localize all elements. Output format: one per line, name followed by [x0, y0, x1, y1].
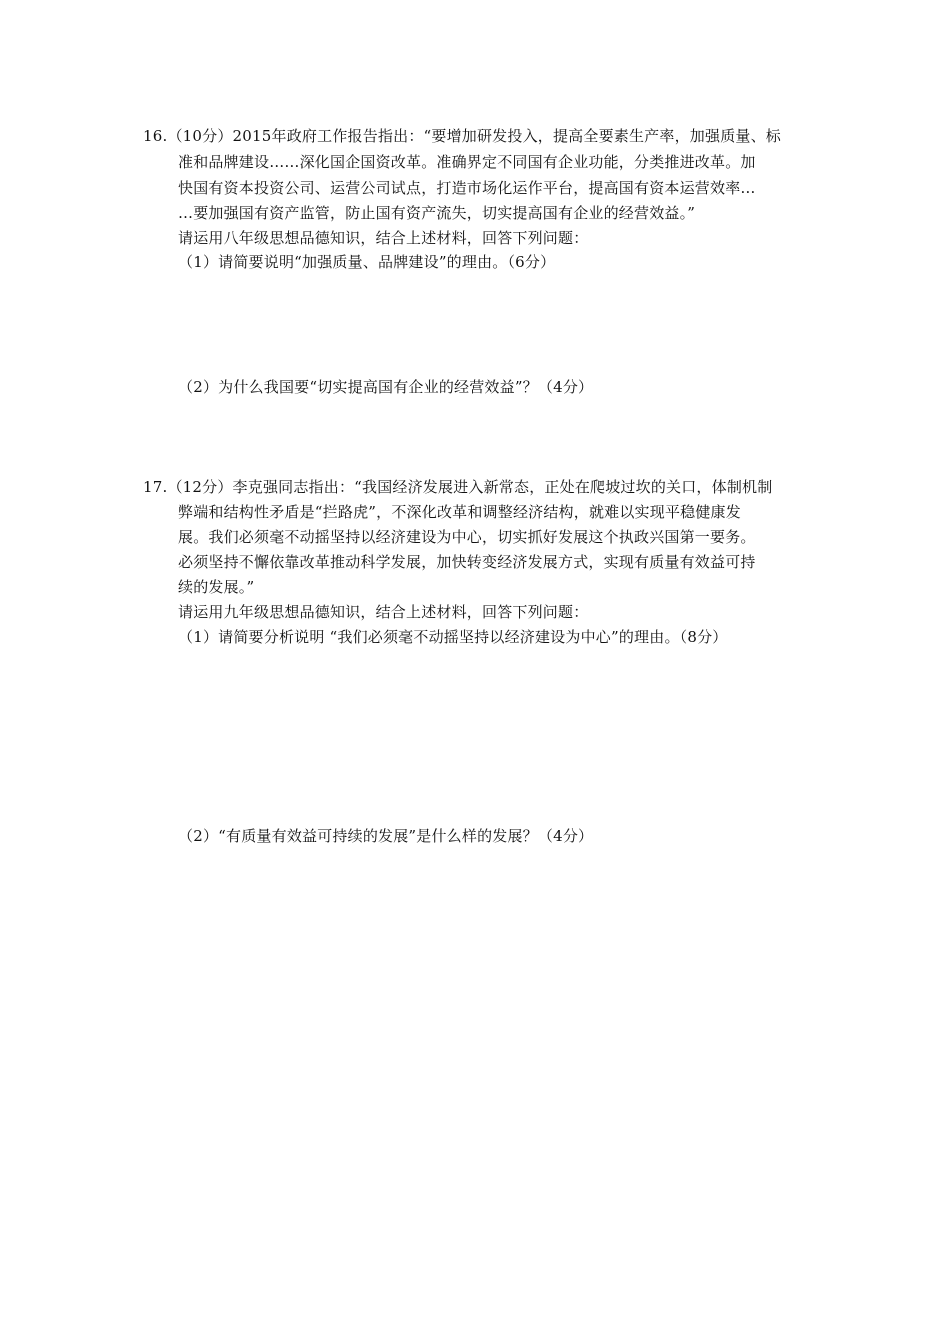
q16-subquestion-1: （1）请简要说明“加强质量、品牌建设”的理由。（6分） — [178, 253, 556, 271]
q17-stem-line-2: 弊端和结构性矛盾是“拦路虎”，不深化改革和调整经济结构，就难以实现平稳健康发 — [178, 503, 741, 521]
q16-stem-line-1: 16.（10分）2015年政府工作报告指出：“要增加研发投入，提高全要素生产率，加强质量、标 — [143, 127, 781, 145]
q16-subquestion-2: （2）为什么我国要“切实提高国有企业的经营效益”？（4分） — [178, 378, 594, 396]
q17-stem-line-1: 17.（12分）李克强同志指出：“我国经济发展进入新常态，正处在爬坡过坎的关口，体制机制 — [143, 478, 773, 496]
q16-instruction: 请运用八年级思想品德知识，结合上述材料，回答下列问题： — [178, 229, 589, 247]
q16-stem-line-2: 准和品牌建设……深化国企国资改革。准确界定不同国有企业功能，分类推进改革。加 — [178, 153, 756, 171]
q17-instruction: 请运用九年级思想品德知识，结合上述材料，回答下列问题： — [178, 603, 589, 621]
q16-stem-line-3: 快国有资本投资公司、运营公司试点，打造市场化运作平台，提高国有资本运营效率… — [178, 179, 756, 197]
q17-stem-line-3: 展。我们必须毫不动摇坚持以经济建设为中心，切实抓好发展这个执政兴国第一要务。 — [178, 528, 756, 546]
q16-stem-line-4: …要加强国有资产监管，防止国有资产流失，切实提高国有企业的经营效益。” — [178, 204, 696, 222]
q17-subquestion-2: （2）“有质量有效益可持续的发展”是什么样的发展？（4分） — [178, 827, 594, 845]
q17-stem-line-5: 续的发展。” — [178, 578, 255, 596]
q17-stem-line-4: 必须坚持不懈依靠改革推动科学发展，加快转变经济发展方式，实现有质量有效益可持 — [178, 553, 756, 571]
q17-subquestion-1: （1）请简要分析说明 “我们必须毫不动摇坚持以经济建设为中心”的理由。（8分） — [178, 628, 728, 646]
